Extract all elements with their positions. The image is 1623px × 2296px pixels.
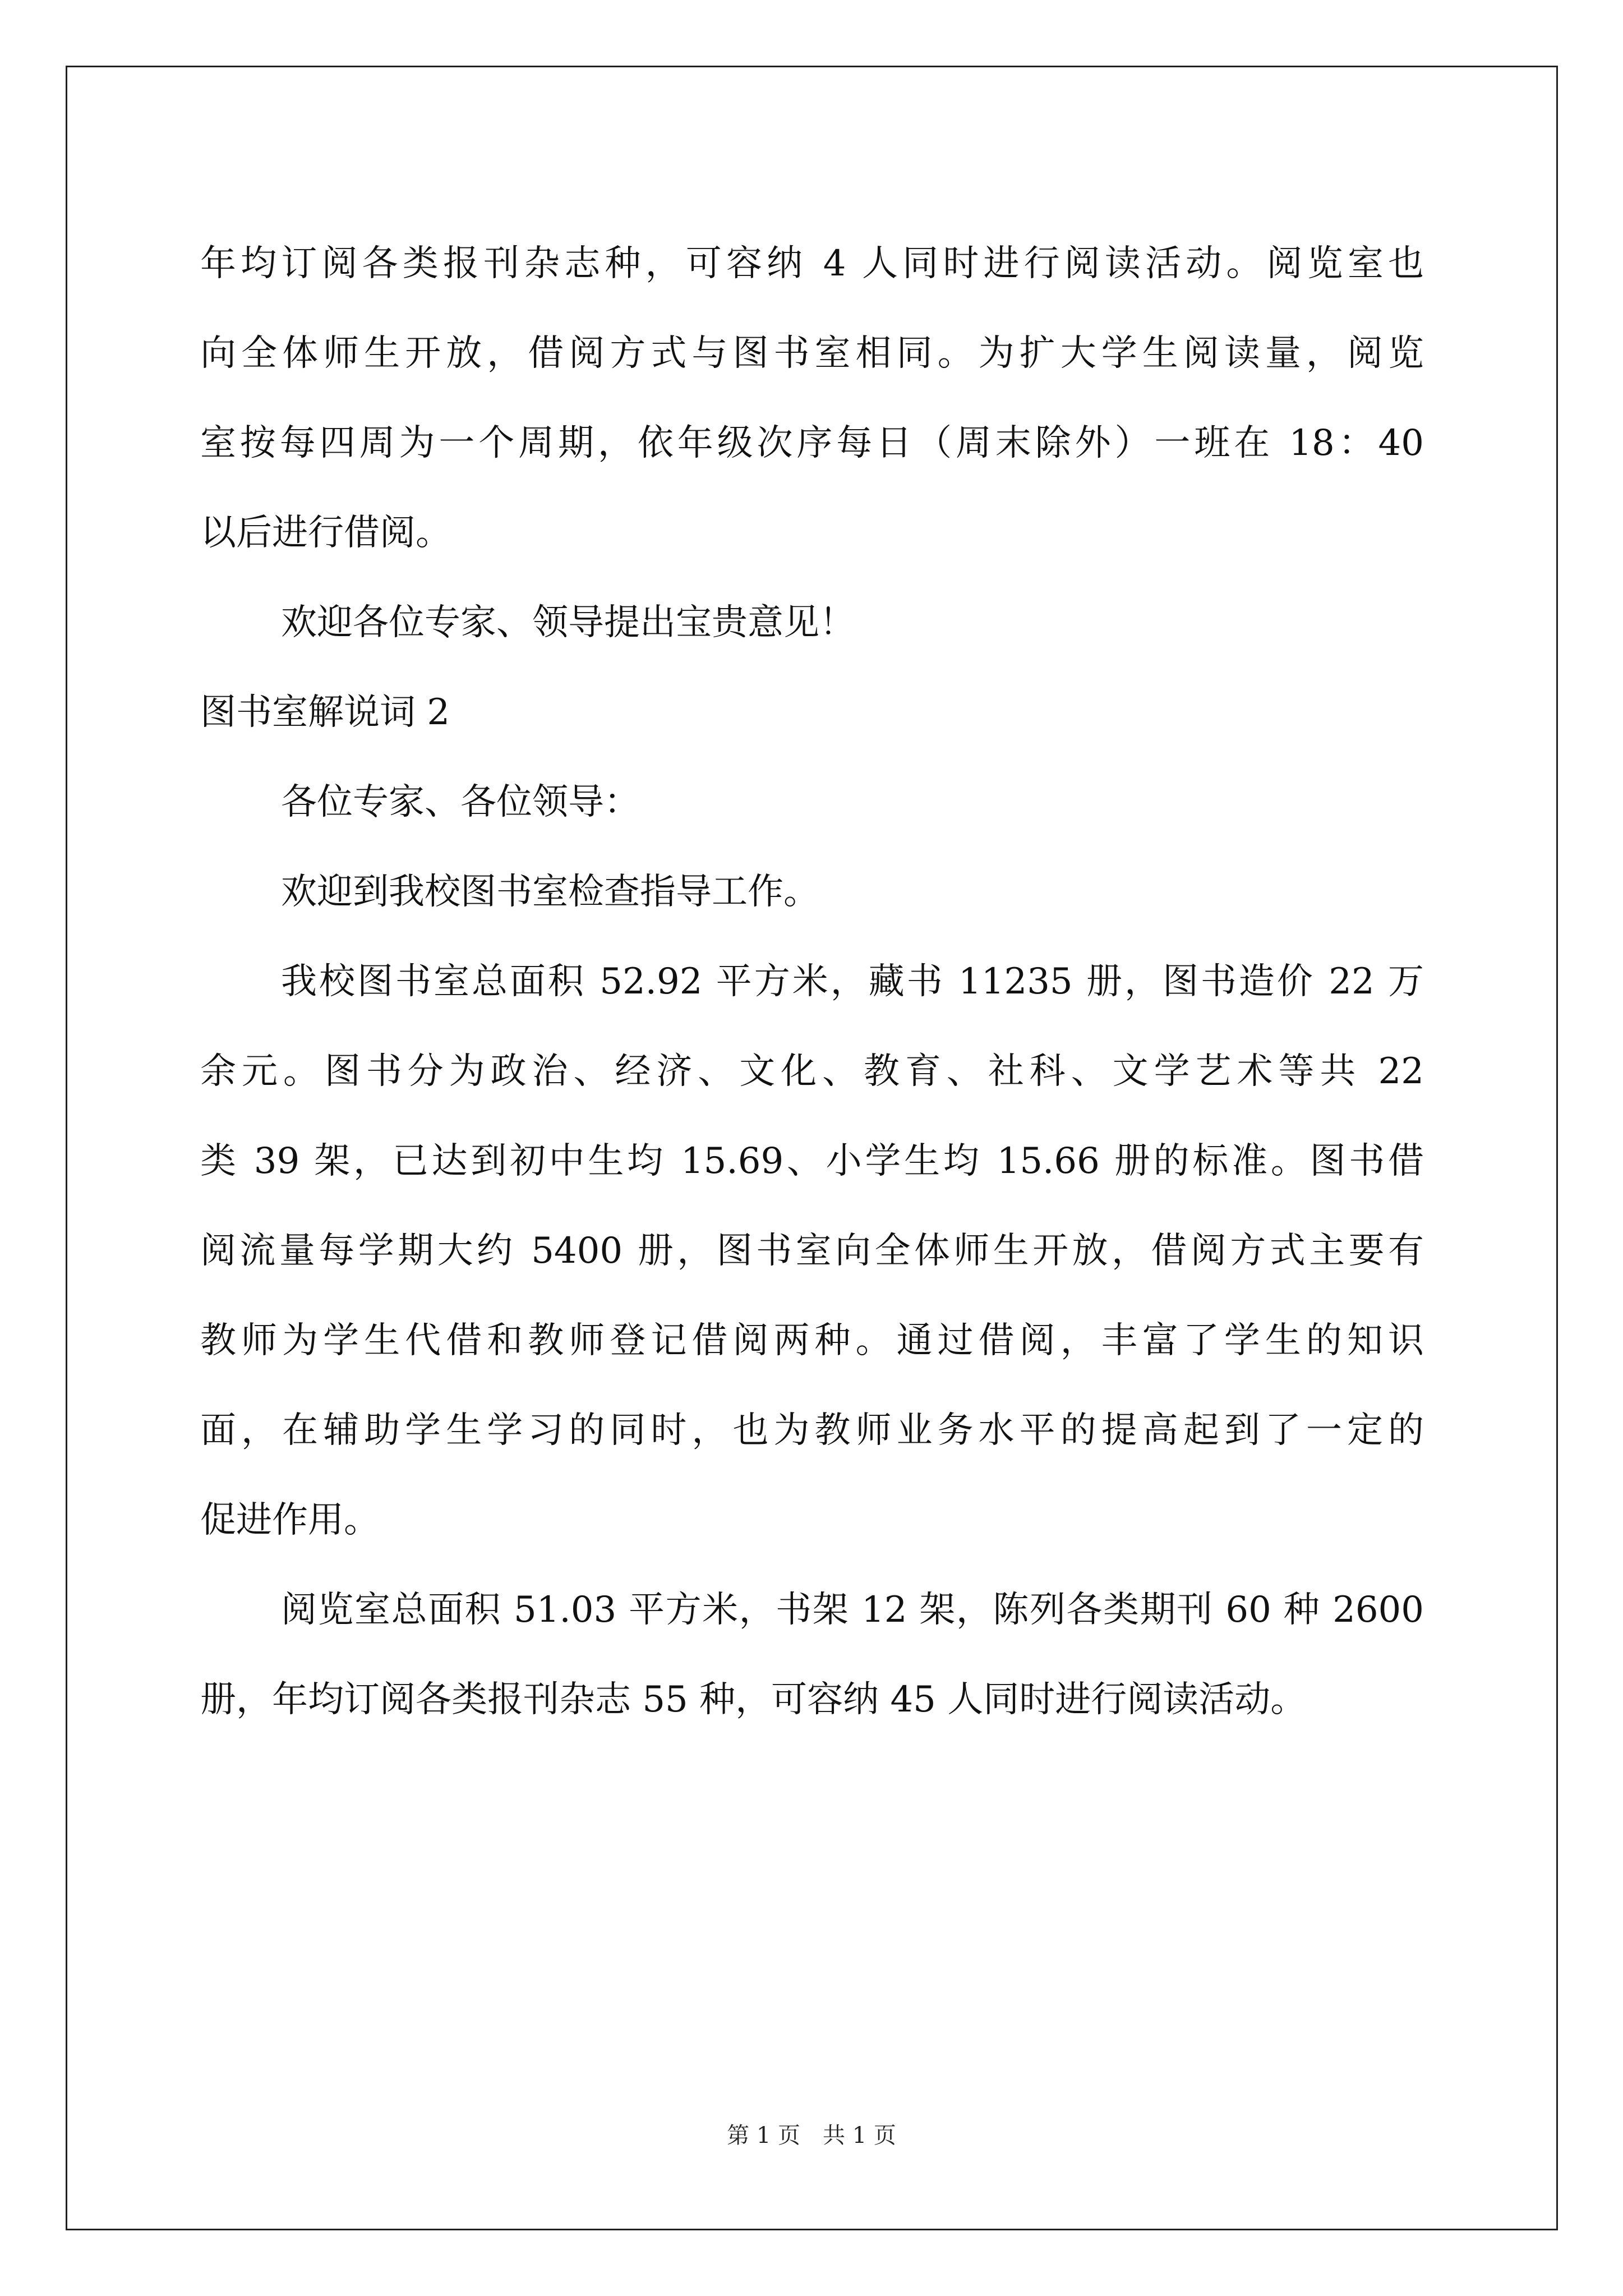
closing-remark: 欢迎各位专家、领导提出宝贵意见！ xyxy=(281,602,855,643)
paragraph-line: 教师为学生代借和教师登记借阅两种。通过借阅，丰富了学生的知识 xyxy=(200,1320,1424,1361)
section-heading: 图书室解说词 2 xyxy=(200,692,450,733)
paragraph-line: 促进作用。 xyxy=(200,1499,380,1541)
paragraph-line: 面，在辅助学生学习的同时，也为教师业务水平的提高起到了一定的 xyxy=(200,1410,1424,1451)
paragraph-line: 册，年均订阅各类报刊杂志 55 种，可容纳 45 人同时进行阅读活动。 xyxy=(200,1679,1307,1720)
paragraph-line: 以后进行借阅。 xyxy=(200,512,451,554)
paragraph-line: 室按每四周为一个周期，依年级次序每日（周末除外）一班在 18：40 xyxy=(200,422,1424,464)
paragraph-line: 阅流量每学期大约 5400 册，图书室向全体师生开放，借阅方式主要有 xyxy=(200,1230,1424,1272)
page-footer: 第 1 页 共 1 页 xyxy=(727,2123,896,2148)
paragraph-line: 年均订阅各类报刊杂志种，可容纳 4 人同时进行阅读活动。阅览室也 xyxy=(200,243,1424,284)
paragraph-line: 阅览室总面积 51.03 平方米，书架 12 架，陈列各类期刊 60 种 2600 xyxy=(281,1589,1424,1631)
document-body xyxy=(200,219,1424,1745)
paragraph-line: 余元。图书分为政治、经济、文化、教育、社科、文学艺术等共 22 xyxy=(200,1051,1424,1092)
paragraph-line: 我校图书室总面积 52.92 平方米，藏书 11235 册，图书造价 22 万 xyxy=(281,961,1424,1002)
paragraph-line: 类 39 架，已达到初中生均 15.69、小学生均 15.66 册的标准。图书借 xyxy=(200,1140,1424,1182)
salutation: 各位专家、各位领导： xyxy=(281,781,640,823)
welcome-line: 欢迎到我校图书室检查指导工作。 xyxy=(281,871,819,913)
paragraph-line: 向全体师生开放，借阅方式与图书室相同。为扩大学生阅读量，阅览 xyxy=(200,333,1424,374)
